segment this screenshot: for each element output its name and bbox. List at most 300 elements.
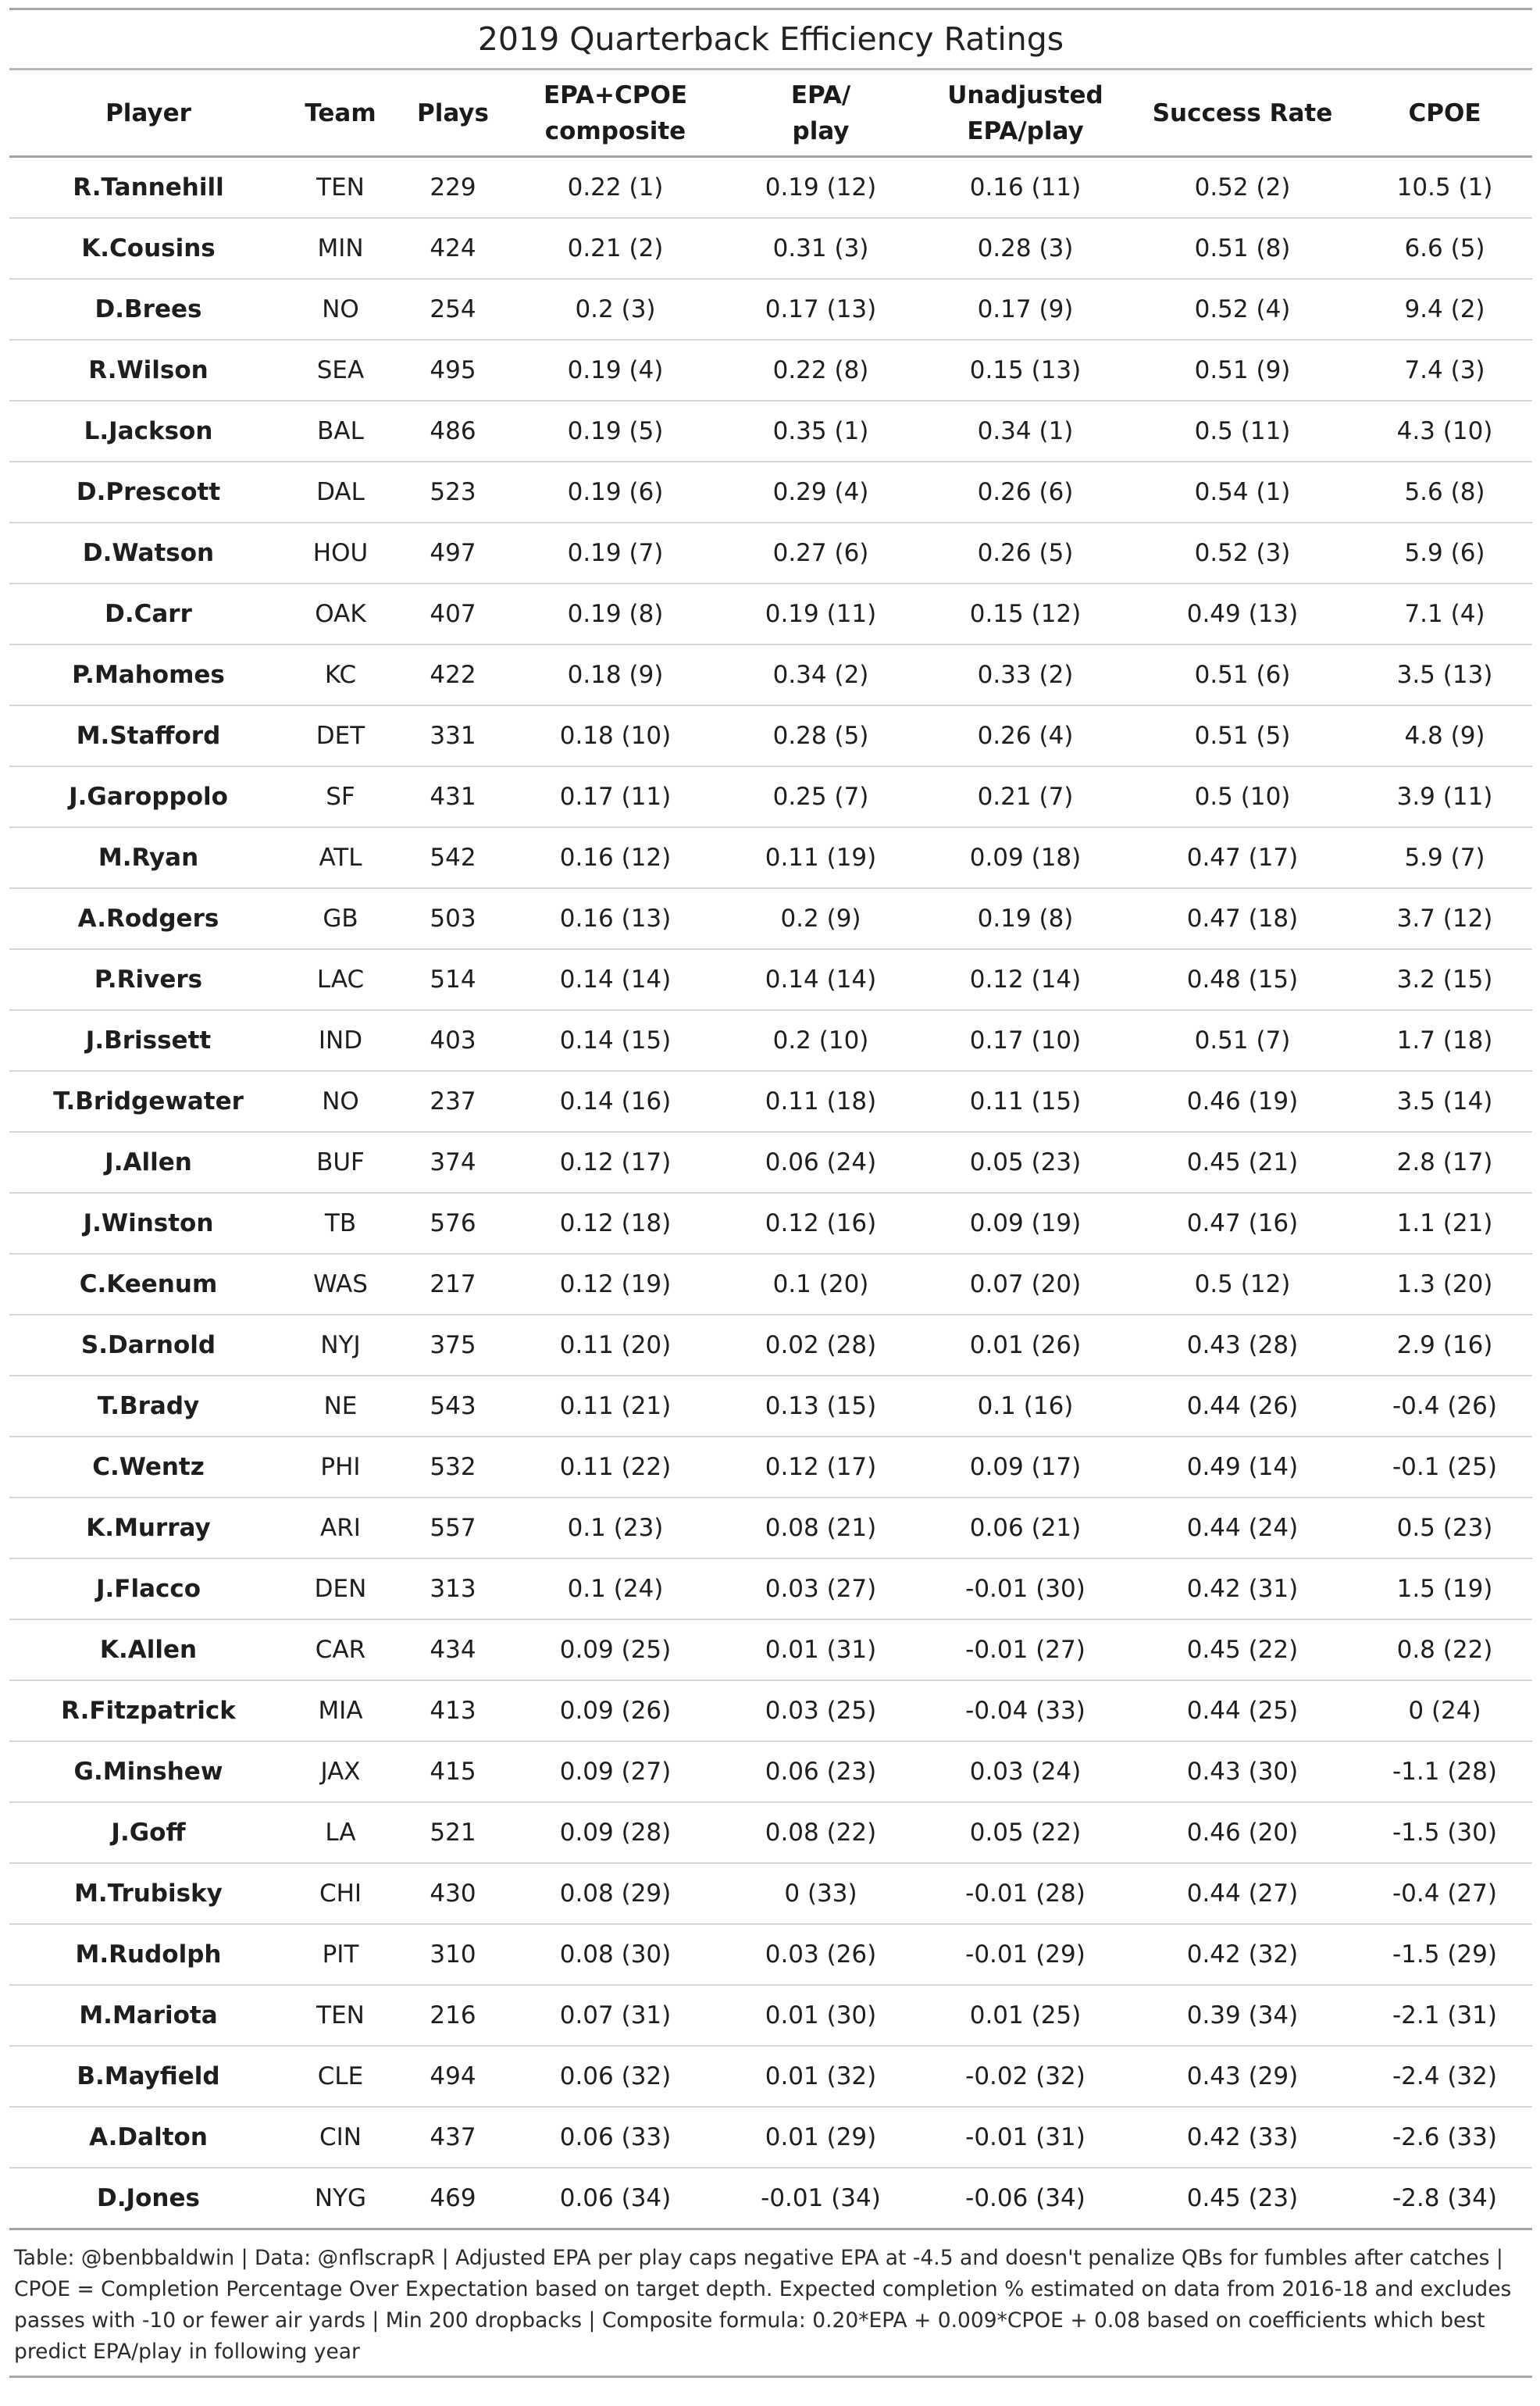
- cell-team: PHI: [287, 1437, 394, 1498]
- cell-success-rate: 0.42 (32): [1128, 1924, 1357, 1985]
- cell-plays: 431: [394, 766, 512, 827]
- cell-player: D.Prescott: [9, 462, 287, 523]
- cell-plays: 503: [394, 888, 512, 949]
- cell-composite: 0.08 (30): [512, 1924, 718, 1985]
- cell-cpoe: 3.5 (13): [1357, 644, 1532, 705]
- cell-player: P.Rivers: [9, 949, 287, 1010]
- cell-player: M.Ryan: [9, 827, 287, 888]
- cell-composite: 0.17 (11): [512, 766, 718, 827]
- cell-player: J.Winston: [9, 1193, 287, 1254]
- cell-success-rate: 0.51 (9): [1128, 340, 1357, 401]
- cell-plays: 437: [394, 2107, 512, 2168]
- cell-team: JAX: [287, 1741, 394, 1802]
- cell-plays: 331: [394, 705, 512, 766]
- cell-player: R.Fitzpatrick: [9, 1680, 287, 1741]
- table-row: [9, 2168, 1532, 2229]
- cell-epa-play: 0.17 (13): [718, 279, 923, 340]
- cell-cpoe: 10.5 (1): [1357, 157, 1532, 219]
- cell-composite: 0.11 (20): [512, 1315, 718, 1376]
- cell-success-rate: 0.51 (7): [1128, 1010, 1357, 1071]
- cell-team: TB: [287, 1193, 394, 1254]
- cell-plays: 403: [394, 1010, 512, 1071]
- cell-composite: 0.14 (16): [512, 1071, 718, 1132]
- cell-epa-play: 0.01 (32): [718, 2046, 923, 2107]
- cell-success-rate: 0.45 (23): [1128, 2168, 1357, 2229]
- cell-unadj-epa-play: 0.07 (20): [923, 1254, 1128, 1315]
- cell-cpoe: 5.9 (7): [1357, 827, 1532, 888]
- table-row: [9, 157, 1532, 219]
- cell-unadj-epa-play: 0.19 (8): [923, 888, 1128, 949]
- cell-cpoe: 1.7 (18): [1357, 1010, 1532, 1071]
- cell-plays: 413: [394, 1680, 512, 1741]
- cell-composite: 0.12 (19): [512, 1254, 718, 1315]
- cell-epa-play: 0.19 (12): [718, 157, 923, 219]
- cell-unadj-epa-play: 0.05 (23): [923, 1132, 1128, 1193]
- cell-plays: 237: [394, 1071, 512, 1132]
- cell-success-rate: 0.52 (4): [1128, 279, 1357, 340]
- cell-plays: 523: [394, 462, 512, 523]
- cell-unadj-epa-play: -0.01 (30): [923, 1558, 1128, 1619]
- cell-epa-play: -0.01 (34): [718, 2168, 923, 2229]
- cell-epa-play: 0.06 (24): [718, 1132, 923, 1193]
- cell-success-rate: 0.5 (12): [1128, 1254, 1357, 1315]
- cell-epa-play: 0.25 (7): [718, 766, 923, 827]
- cell-cpoe: 1.1 (21): [1357, 1193, 1532, 1254]
- table-row: [9, 1254, 1532, 1315]
- cell-plays: 254: [394, 279, 512, 340]
- cell-team: MIN: [287, 218, 394, 279]
- table-body: [9, 157, 1532, 2229]
- cell-epa-play: 0.35 (1): [718, 401, 923, 462]
- cell-unadj-epa-play: 0.16 (11): [923, 157, 1128, 219]
- cell-epa-play: 0.34 (2): [718, 644, 923, 705]
- cell-success-rate: 0.44 (27): [1128, 1863, 1357, 1924]
- cell-success-rate: 0.43 (30): [1128, 1741, 1357, 1802]
- table-row: [9, 1619, 1532, 1680]
- cell-success-rate: 0.47 (16): [1128, 1193, 1357, 1254]
- cell-team: ATL: [287, 827, 394, 888]
- cell-success-rate: 0.42 (33): [1128, 2107, 1357, 2168]
- cell-unadj-epa-play: 0.03 (24): [923, 1741, 1128, 1802]
- cell-unadj-epa-play: 0.12 (14): [923, 949, 1128, 1010]
- cell-composite: 0.19 (4): [512, 340, 718, 401]
- cell-unadj-epa-play: 0.09 (19): [923, 1193, 1128, 1254]
- table-row: [9, 1315, 1532, 1376]
- cell-player: J.Flacco: [9, 1558, 287, 1619]
- cell-unadj-epa-play: 0.26 (6): [923, 462, 1128, 523]
- cell-player: A.Dalton: [9, 2107, 287, 2168]
- cell-team: LAC: [287, 949, 394, 1010]
- cell-team: NO: [287, 1071, 394, 1132]
- cell-player: R.Tannehill: [9, 157, 287, 219]
- cell-plays: 543: [394, 1376, 512, 1437]
- cell-team: DET: [287, 705, 394, 766]
- cell-composite: 0.2 (3): [512, 279, 718, 340]
- table-row: [9, 1741, 1532, 1802]
- cell-composite: 0.06 (32): [512, 2046, 718, 2107]
- cell-plays: 216: [394, 1985, 512, 2046]
- cell-unadj-epa-play: 0.09 (17): [923, 1437, 1128, 1498]
- cell-player: D.Carr: [9, 584, 287, 644]
- table-row: [9, 218, 1532, 279]
- cell-plays: 229: [394, 157, 512, 219]
- cell-cpoe: -1.5 (30): [1357, 1802, 1532, 1863]
- table-row: [9, 827, 1532, 888]
- cell-epa-play: 0.28 (5): [718, 705, 923, 766]
- cell-success-rate: 0.48 (15): [1128, 949, 1357, 1010]
- cell-composite: 0.12 (17): [512, 1132, 718, 1193]
- cell-composite: 0.19 (5): [512, 401, 718, 462]
- cell-composite: 0.06 (34): [512, 2168, 718, 2229]
- cell-epa-play: 0.08 (21): [718, 1498, 923, 1558]
- table-row: [9, 523, 1532, 584]
- cell-player: T.Bridgewater: [9, 1071, 287, 1132]
- table-row: [9, 1376, 1532, 1437]
- cell-composite: 0.16 (13): [512, 888, 718, 949]
- cell-success-rate: 0.44 (25): [1128, 1680, 1357, 1741]
- cell-unadj-epa-play: 0.26 (5): [923, 523, 1128, 584]
- table-row: [9, 1010, 1532, 1071]
- cell-player: J.Allen: [9, 1132, 287, 1193]
- cell-success-rate: 0.52 (3): [1128, 523, 1357, 584]
- cell-composite: 0.1 (23): [512, 1498, 718, 1558]
- cell-cpoe: -2.4 (32): [1357, 2046, 1532, 2107]
- cell-cpoe: 5.9 (6): [1357, 523, 1532, 584]
- cell-player: D.Brees: [9, 279, 287, 340]
- cell-epa-play: 0.01 (30): [718, 1985, 923, 2046]
- cell-plays: 422: [394, 644, 512, 705]
- cell-team: DAL: [287, 462, 394, 523]
- cell-team: NO: [287, 279, 394, 340]
- cell-success-rate: 0.46 (20): [1128, 1802, 1357, 1863]
- cell-success-rate: 0.45 (22): [1128, 1619, 1357, 1680]
- cell-player: M.Stafford: [9, 705, 287, 766]
- cell-unadj-epa-play: 0.33 (2): [923, 644, 1128, 705]
- cell-success-rate: 0.46 (19): [1128, 1071, 1357, 1132]
- cell-player: J.Brissett: [9, 1010, 287, 1071]
- cell-unadj-epa-play: -0.01 (28): [923, 1863, 1128, 1924]
- cell-epa-play: 0.01 (29): [718, 2107, 923, 2168]
- table-row: [9, 462, 1532, 523]
- cell-composite: 0.19 (6): [512, 462, 718, 523]
- cell-team: MIA: [287, 1680, 394, 1741]
- cell-cpoe: 0.5 (23): [1357, 1498, 1532, 1558]
- column-header-plays: Plays: [394, 70, 512, 157]
- cell-epa-play: 0.01 (31): [718, 1619, 923, 1680]
- cell-cpoe: 3.7 (12): [1357, 888, 1532, 949]
- cell-plays: 532: [394, 1437, 512, 1498]
- cell-plays: 375: [394, 1315, 512, 1376]
- cell-plays: 434: [394, 1619, 512, 1680]
- table-row: [9, 2107, 1532, 2168]
- table-row: [9, 1558, 1532, 1619]
- cell-unadj-epa-play: 0.17 (10): [923, 1010, 1128, 1071]
- cell-cpoe: 0 (24): [1357, 1680, 1532, 1741]
- column-header-epa-play: EPA/ play: [718, 70, 923, 157]
- cell-composite: 0.06 (33): [512, 2107, 718, 2168]
- cell-plays: 407: [394, 584, 512, 644]
- cell-composite: 0.19 (7): [512, 523, 718, 584]
- cell-team: NYG: [287, 2168, 394, 2229]
- cell-player: D.Watson: [9, 523, 287, 584]
- cell-composite: 0.14 (14): [512, 949, 718, 1010]
- cell-team: BUF: [287, 1132, 394, 1193]
- cell-cpoe: 7.1 (4): [1357, 584, 1532, 644]
- cell-team: DEN: [287, 1558, 394, 1619]
- cell-composite: 0.09 (27): [512, 1741, 718, 1802]
- cell-team: PIT: [287, 1924, 394, 1985]
- cell-player: K.Allen: [9, 1619, 287, 1680]
- cell-success-rate: 0.54 (1): [1128, 462, 1357, 523]
- cell-plays: 576: [394, 1193, 512, 1254]
- cell-team: NYJ: [287, 1315, 394, 1376]
- cell-plays: 495: [394, 340, 512, 401]
- cell-player: M.Mariota: [9, 1985, 287, 2046]
- cell-success-rate: 0.39 (34): [1128, 1985, 1357, 2046]
- cell-team: CIN: [287, 2107, 394, 2168]
- cell-player: K.Murray: [9, 1498, 287, 1558]
- cell-unadj-epa-play: 0.09 (18): [923, 827, 1128, 888]
- table-row: [9, 1985, 1532, 2046]
- table-row: [9, 1924, 1532, 1985]
- cell-plays: 521: [394, 1802, 512, 1863]
- cell-player: C.Wentz: [9, 1437, 287, 1498]
- cell-success-rate: 0.51 (6): [1128, 644, 1357, 705]
- cell-epa-play: 0.02 (28): [718, 1315, 923, 1376]
- cell-epa-play: 0.31 (3): [718, 218, 923, 279]
- cell-unadj-epa-play: 0.05 (22): [923, 1802, 1128, 1863]
- cell-unadj-epa-play: 0.11 (15): [923, 1071, 1128, 1132]
- cell-epa-play: 0.2 (10): [718, 1010, 923, 1071]
- table-row: [9, 2046, 1532, 2107]
- cell-composite: 0.18 (9): [512, 644, 718, 705]
- cell-plays: 497: [394, 523, 512, 584]
- cell-unadj-epa-play: 0.01 (25): [923, 1985, 1128, 2046]
- column-header-team: Team: [287, 70, 394, 157]
- cell-epa-play: 0.03 (25): [718, 1680, 923, 1741]
- cell-success-rate: 0.43 (28): [1128, 1315, 1357, 1376]
- cell-team: IND: [287, 1010, 394, 1071]
- table-row: [9, 1071, 1532, 1132]
- qb-ratings-table: [9, 68, 1532, 2230]
- cell-player: P.Mahomes: [9, 644, 287, 705]
- cell-cpoe: 5.6 (8): [1357, 462, 1532, 523]
- cell-player: M.Rudolph: [9, 1924, 287, 1985]
- table-row: [9, 705, 1532, 766]
- table-row: [9, 1802, 1532, 1863]
- table-row: [9, 1863, 1532, 1924]
- cell-team: CAR: [287, 1619, 394, 1680]
- cell-plays: 494: [394, 2046, 512, 2107]
- table-row: [9, 644, 1532, 705]
- cell-plays: 486: [394, 401, 512, 462]
- cell-success-rate: 0.42 (31): [1128, 1558, 1357, 1619]
- cell-success-rate: 0.44 (26): [1128, 1376, 1357, 1437]
- cell-unadj-epa-play: 0.15 (13): [923, 340, 1128, 401]
- column-header-player: Player: [9, 70, 287, 157]
- cell-team: HOU: [287, 523, 394, 584]
- cell-team: CHI: [287, 1863, 394, 1924]
- cell-player: B.Mayfield: [9, 2046, 287, 2107]
- cell-epa-play: 0.06 (23): [718, 1741, 923, 1802]
- cell-epa-play: 0.03 (27): [718, 1558, 923, 1619]
- cell-success-rate: 0.5 (10): [1128, 766, 1357, 827]
- cell-plays: 217: [394, 1254, 512, 1315]
- cell-composite: 0.19 (8): [512, 584, 718, 644]
- cell-player: T.Brady: [9, 1376, 287, 1437]
- cell-team: KC: [287, 644, 394, 705]
- cell-player: C.Keenum: [9, 1254, 287, 1315]
- cell-plays: 374: [394, 1132, 512, 1193]
- cell-composite: 0.11 (22): [512, 1437, 718, 1498]
- cell-cpoe: 0.8 (22): [1357, 1619, 1532, 1680]
- cell-success-rate: 0.47 (17): [1128, 827, 1357, 888]
- cell-team: WAS: [287, 1254, 394, 1315]
- cell-cpoe: -0.4 (26): [1357, 1376, 1532, 1437]
- cell-player: M.Trubisky: [9, 1863, 287, 1924]
- cell-player: G.Minshew: [9, 1741, 287, 1802]
- cell-team: BAL: [287, 401, 394, 462]
- table-row: [9, 401, 1532, 462]
- column-header-cpoe: CPOE: [1357, 70, 1532, 157]
- cell-success-rate: 0.43 (29): [1128, 2046, 1357, 2107]
- cell-team: TEN: [287, 1985, 394, 2046]
- cell-unadj-epa-play: 0.01 (26): [923, 1315, 1128, 1376]
- cell-epa-play: 0.12 (17): [718, 1437, 923, 1498]
- cell-plays: 514: [394, 949, 512, 1010]
- cell-success-rate: 0.51 (8): [1128, 218, 1357, 279]
- cell-composite: 0.16 (12): [512, 827, 718, 888]
- cell-success-rate: 0.49 (13): [1128, 584, 1357, 644]
- table-row: [9, 279, 1532, 340]
- cell-composite: 0.21 (2): [512, 218, 718, 279]
- cell-composite: 0.07 (31): [512, 1985, 718, 2046]
- cell-team: SF: [287, 766, 394, 827]
- table-row: [9, 1132, 1532, 1193]
- cell-epa-play: 0.03 (26): [718, 1924, 923, 1985]
- header-row: [9, 70, 1532, 157]
- cell-epa-play: 0.29 (4): [718, 462, 923, 523]
- table-row: [9, 584, 1532, 644]
- cell-player: K.Cousins: [9, 218, 287, 279]
- column-header-success-rate: Success Rate: [1128, 70, 1357, 157]
- table-row: [9, 340, 1532, 401]
- cell-unadj-epa-play: -0.01 (29): [923, 1924, 1128, 1985]
- cell-team: CLE: [287, 2046, 394, 2107]
- cell-epa-play: 0.1 (20): [718, 1254, 923, 1315]
- cell-cpoe: -1.5 (29): [1357, 1924, 1532, 1985]
- cell-composite: 0.18 (10): [512, 705, 718, 766]
- cell-cpoe: 7.4 (3): [1357, 340, 1532, 401]
- cell-epa-play: 0.19 (11): [718, 584, 923, 644]
- cell-cpoe: 2.9 (16): [1357, 1315, 1532, 1376]
- cell-cpoe: -2.1 (31): [1357, 1985, 1532, 2046]
- cell-player: A.Rodgers: [9, 888, 287, 949]
- cell-player: J.Garoppolo: [9, 766, 287, 827]
- cell-composite: 0.14 (15): [512, 1010, 718, 1071]
- cell-plays: 415: [394, 1741, 512, 1802]
- cell-cpoe: 9.4 (2): [1357, 279, 1532, 340]
- cell-team: GB: [287, 888, 394, 949]
- cell-team: NE: [287, 1376, 394, 1437]
- cell-unadj-epa-play: -0.04 (33): [923, 1680, 1128, 1741]
- cell-player: S.Darnold: [9, 1315, 287, 1376]
- cell-cpoe: -1.1 (28): [1357, 1741, 1532, 1802]
- cell-cpoe: 6.6 (5): [1357, 218, 1532, 279]
- cell-plays: 310: [394, 1924, 512, 1985]
- cell-unadj-epa-play: 0.1 (16): [923, 1376, 1128, 1437]
- cell-epa-play: 0.14 (14): [718, 949, 923, 1010]
- cell-cpoe: 4.3 (10): [1357, 401, 1532, 462]
- column-header-unadj-epa-play: Unadjusted EPA/play: [923, 70, 1128, 157]
- cell-cpoe: -0.1 (25): [1357, 1437, 1532, 1498]
- table-title: 2019 Quarterback Efficiency Ratings: [9, 8, 1532, 68]
- table-footnote: Table: @benbbaldwin | Data: @nflscrapR | Adjusted EPA per play caps negative EPA at -4.5 and doesn't penalize QBs for fumbles after catches | CPOE = Completion Percentage Over Expectation based on target depth. Expected completion % estimated on data from 2016-18 and excludes passes with -10 or fewer air yards | Min 200 dropbacks | Composite formula: 0.20*EPA + 0.009*CPOE + 0.08 based on coefficients which best predict EPA/play in following year: [9, 2230, 1532, 2378]
- cell-composite: 0.12 (18): [512, 1193, 718, 1254]
- cell-unadj-epa-play: 0.06 (21): [923, 1498, 1128, 1558]
- table-row: [9, 1680, 1532, 1741]
- cell-epa-play: 0.08 (22): [718, 1802, 923, 1863]
- cell-unadj-epa-play: 0.17 (9): [923, 279, 1128, 340]
- cell-epa-play: 0.11 (18): [718, 1071, 923, 1132]
- cell-composite: 0.09 (25): [512, 1619, 718, 1680]
- cell-cpoe: -0.4 (27): [1357, 1863, 1532, 1924]
- cell-epa-play: 0.12 (16): [718, 1193, 923, 1254]
- cell-plays: 424: [394, 218, 512, 279]
- cell-success-rate: 0.44 (24): [1128, 1498, 1357, 1558]
- cell-success-rate: 0.52 (2): [1128, 157, 1357, 219]
- cell-plays: 557: [394, 1498, 512, 1558]
- qb-ratings-table-figure: [9, 8, 1532, 2378]
- cell-epa-play: 0.27 (6): [718, 523, 923, 584]
- cell-composite: 0.09 (28): [512, 1802, 718, 1863]
- cell-plays: 430: [394, 1863, 512, 1924]
- cell-composite: 0.22 (1): [512, 157, 718, 219]
- cell-cpoe: -2.8 (34): [1357, 2168, 1532, 2229]
- table-row: [9, 888, 1532, 949]
- cell-cpoe: 4.8 (9): [1357, 705, 1532, 766]
- cell-plays: 542: [394, 827, 512, 888]
- cell-cpoe: 1.5 (19): [1357, 1558, 1532, 1619]
- cell-unadj-epa-play: 0.28 (3): [923, 218, 1128, 279]
- cell-success-rate: 0.49 (14): [1128, 1437, 1357, 1498]
- cell-epa-play: 0.13 (15): [718, 1376, 923, 1437]
- cell-team: SEA: [287, 340, 394, 401]
- cell-composite: 0.1 (24): [512, 1558, 718, 1619]
- cell-unadj-epa-play: 0.15 (12): [923, 584, 1128, 644]
- cell-unadj-epa-play: 0.21 (7): [923, 766, 1128, 827]
- cell-epa-play: 0 (33): [718, 1863, 923, 1924]
- cell-success-rate: 0.47 (18): [1128, 888, 1357, 949]
- cell-team: OAK: [287, 584, 394, 644]
- cell-plays: 313: [394, 1558, 512, 1619]
- cell-team: LA: [287, 1802, 394, 1863]
- cell-player: J.Goff: [9, 1802, 287, 1863]
- cell-composite: 0.09 (26): [512, 1680, 718, 1741]
- cell-unadj-epa-play: 0.34 (1): [923, 401, 1128, 462]
- cell-player: L.Jackson: [9, 401, 287, 462]
- cell-cpoe: 2.8 (17): [1357, 1132, 1532, 1193]
- cell-epa-play: 0.22 (8): [718, 340, 923, 401]
- cell-cpoe: -2.6 (33): [1357, 2107, 1532, 2168]
- table-row: [9, 766, 1532, 827]
- cell-composite: 0.08 (29): [512, 1863, 718, 1924]
- cell-epa-play: 0.11 (19): [718, 827, 923, 888]
- cell-unadj-epa-play: 0.26 (4): [923, 705, 1128, 766]
- cell-player: D.Jones: [9, 2168, 287, 2229]
- table-row: [9, 1437, 1532, 1498]
- cell-unadj-epa-play: -0.01 (27): [923, 1619, 1128, 1680]
